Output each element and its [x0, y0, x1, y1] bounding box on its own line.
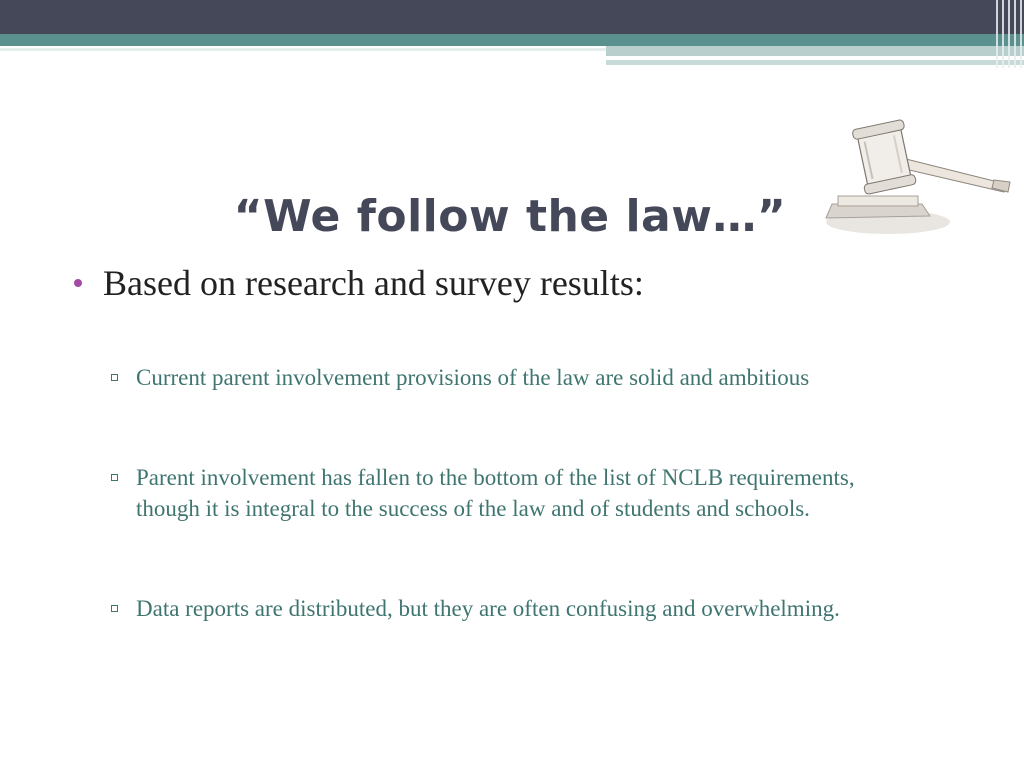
- sub-bullet-list: [108, 362, 908, 624]
- header-stripes: [994, 0, 1024, 68]
- header-light-band: [606, 46, 1024, 56]
- square-bullet-icon: [111, 605, 118, 612]
- header-dark-band: [0, 0, 1024, 34]
- square-bullet-icon: [111, 474, 118, 481]
- main-bullet-text: Based on research and survey results:: [103, 263, 644, 303]
- gavel-icon: [818, 104, 1014, 238]
- sub-bullet-item: [108, 362, 908, 432]
- sub-bullet-item: [108, 593, 908, 624]
- sub-bullet-text: Parent involvement has fallen to the bottom of the list of NCLB requirements, though it is integral to the success of the law and of students and schools.: [136, 465, 855, 521]
- header-accent-line: [0, 48, 606, 51]
- header-thin-band: [606, 60, 1024, 65]
- sub-bullet-item: [108, 462, 908, 563]
- square-bullet-icon: [111, 374, 118, 381]
- slide-title: “We follow the law…”: [233, 191, 787, 243]
- header-teal-band: [0, 34, 1024, 46]
- sub-bullet-text: Data reports are distributed, but they are often confusing and overwhelming.: [136, 596, 840, 621]
- sub-bullet-text: Current parent involvement provisions of the law are solid and ambitious: [136, 365, 810, 390]
- bullet-dot-icon: [74, 279, 82, 287]
